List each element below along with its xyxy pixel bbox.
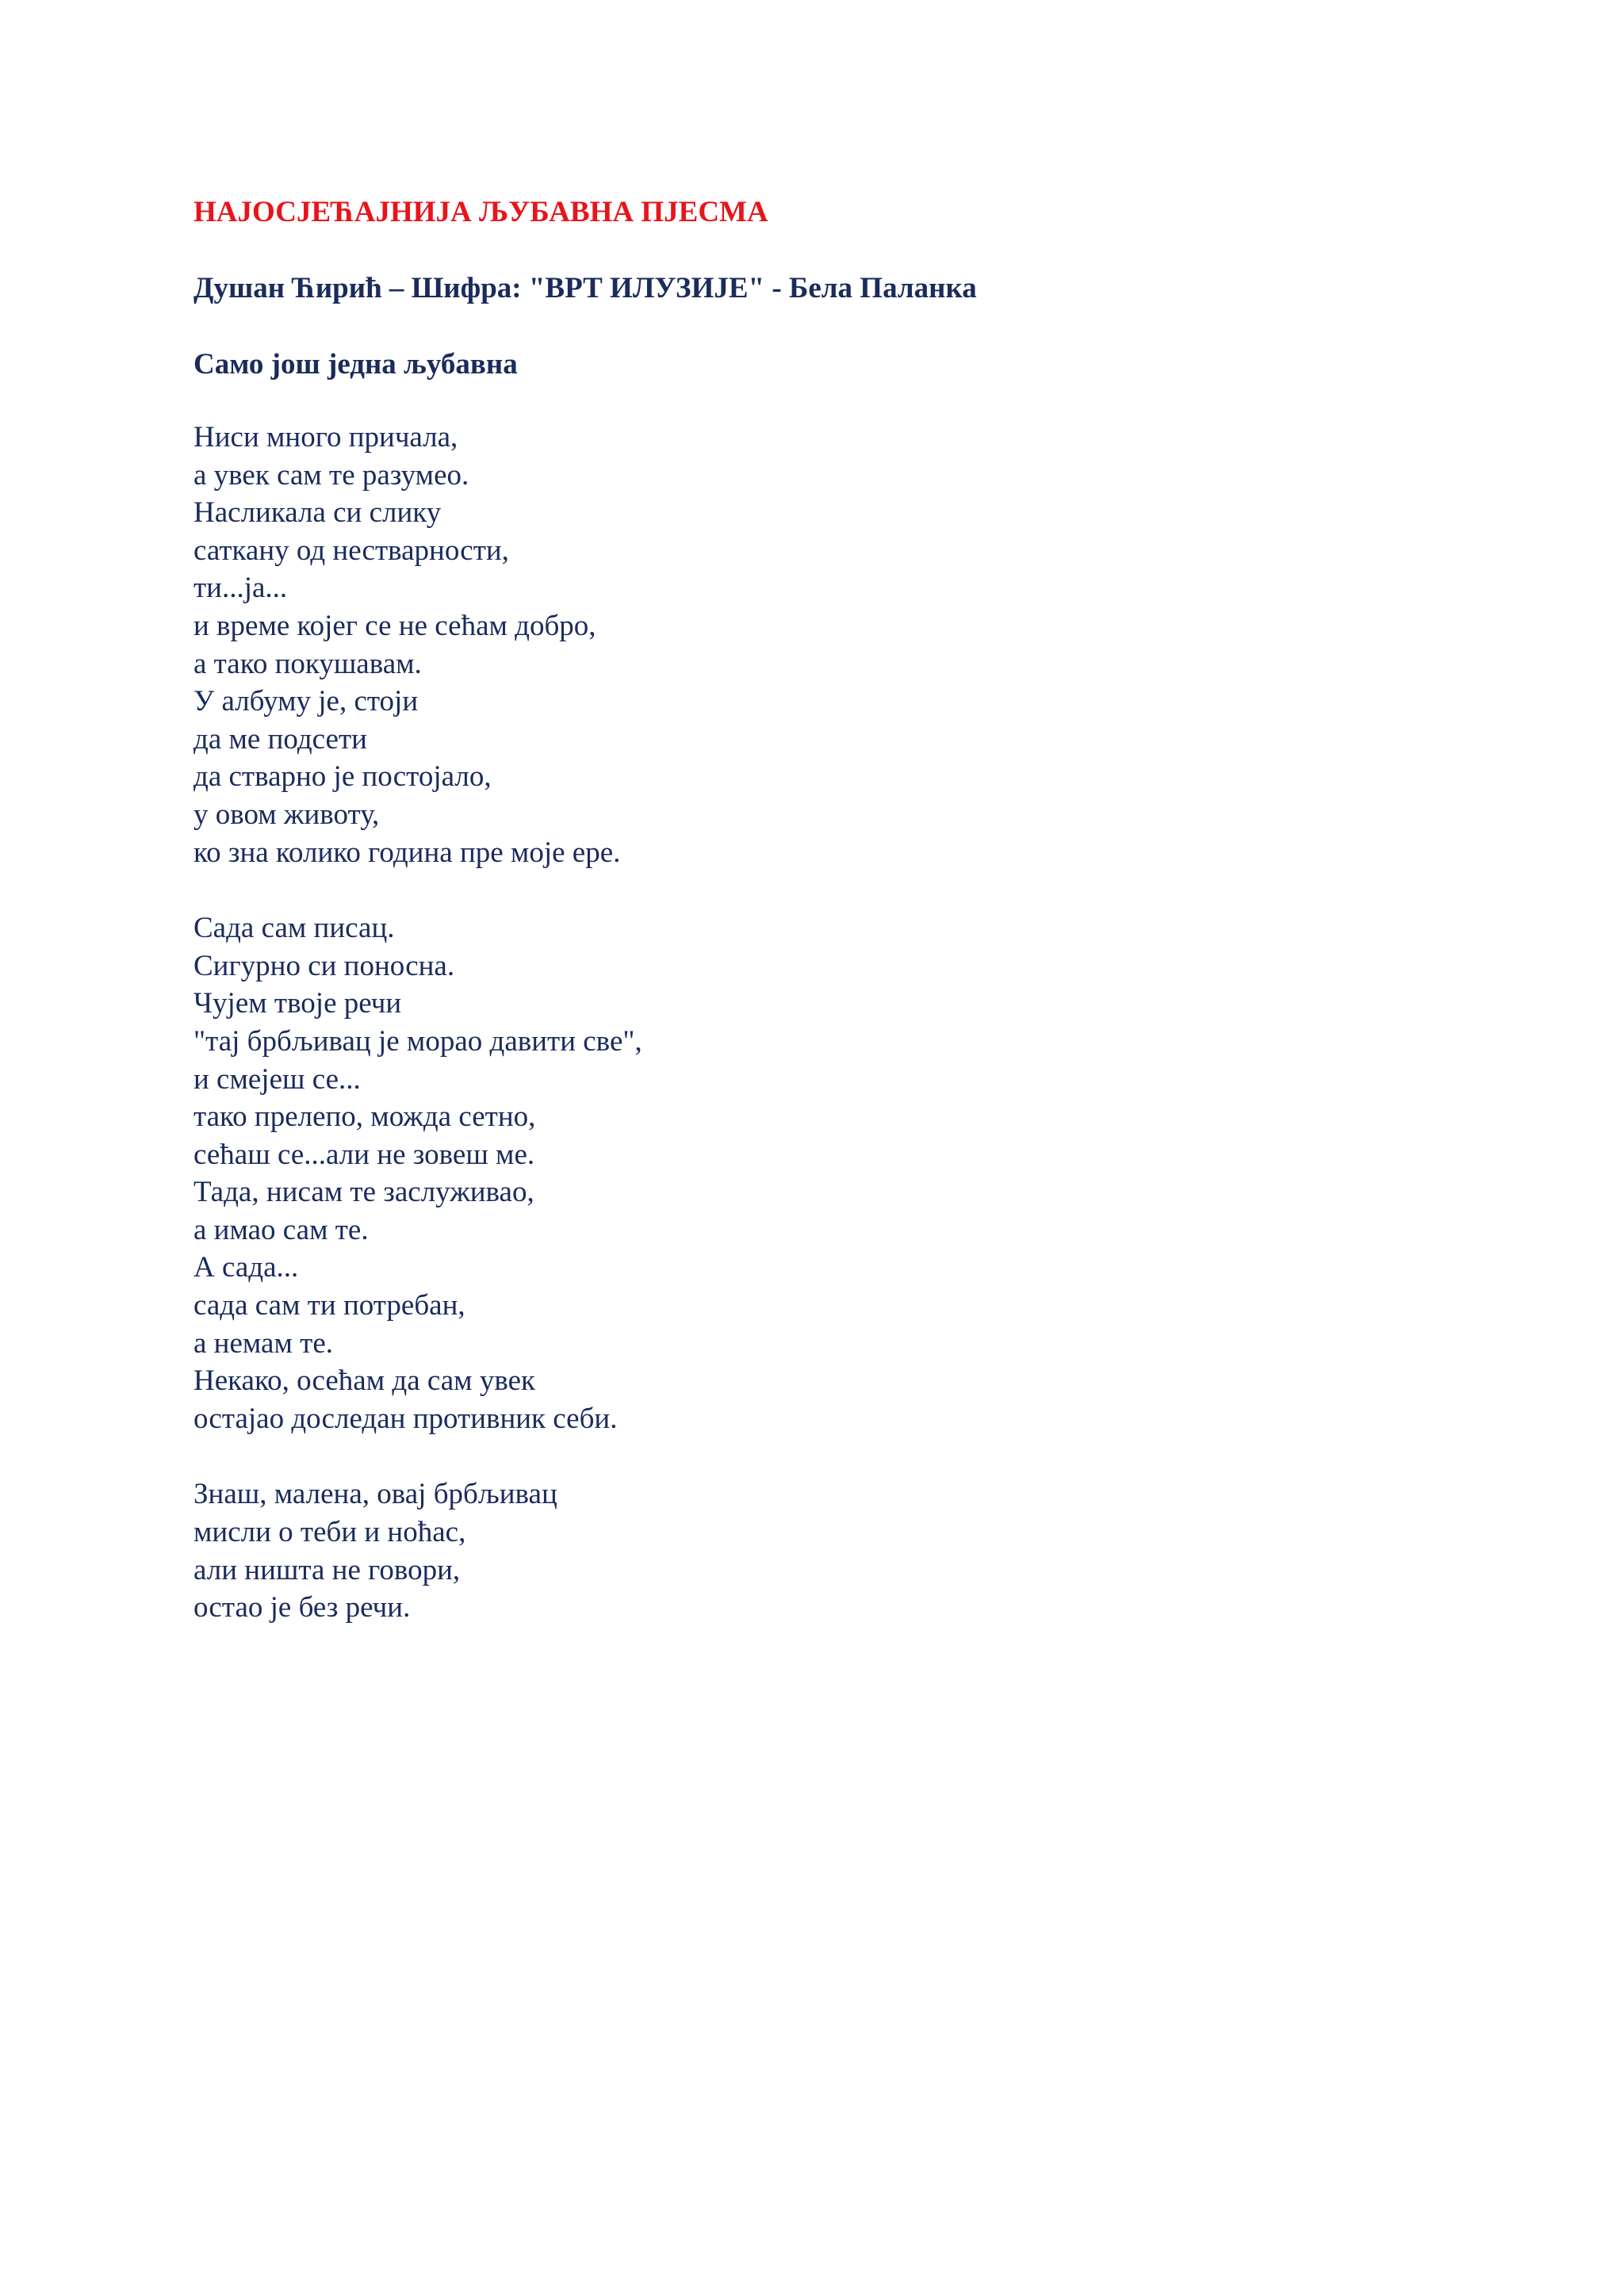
author-line: Душан Ћирић – Шифра: "ВРТ ИЛУЗИЈЕ" - Бела Паланка xyxy=(193,272,977,304)
poem-line: тако прелепо, можда сетно, xyxy=(193,1100,536,1134)
poem-line: и време којег се не сећам добро, xyxy=(193,609,596,642)
poem-line: Тада, нисам те заслуживао, xyxy=(193,1176,534,1209)
poem-line: "тај брбљивац је морао давити све", xyxy=(193,1024,642,1058)
poem-line: и смејеш се... xyxy=(193,1062,361,1096)
poem-line: саткану од нестварности, xyxy=(193,534,509,567)
poem-line: а имао сам те. xyxy=(193,1213,369,1246)
document-title: НАЈОСЈЕЋАЈНИЈА ЉУБАВНА ПЈЕСМА xyxy=(193,196,768,228)
poem-line: сећаш се...али не зовеш ме. xyxy=(193,1138,535,1171)
poem-line: мисли о теби и ноћас, xyxy=(193,1516,466,1549)
poem-line: а немам те. xyxy=(193,1326,333,1360)
poem-line: у овом животу, xyxy=(193,798,380,831)
poem-line: а увек сам те разумео. xyxy=(193,458,469,492)
poem-line: А сада... xyxy=(193,1251,299,1284)
poem-line: Насликала си слику xyxy=(193,496,442,530)
poem-line: али ништа не говори, xyxy=(193,1553,461,1586)
stanza-2 xyxy=(193,909,1462,1437)
poem-line: ти...ја... xyxy=(193,572,288,605)
poem-line: остао је без речи. xyxy=(193,1591,411,1624)
stanza-3 xyxy=(193,1475,1462,1626)
poem-line: Сигурно си поносна. xyxy=(193,949,455,982)
poem-line: а тако покушавам. xyxy=(193,647,422,680)
poem-line: Чујем твоје речи xyxy=(193,987,402,1020)
poem-line: да стварно је постојало, xyxy=(193,760,492,794)
poem-line: Ниси много причала, xyxy=(193,421,458,453)
poem-line: Некако, осећам да сам увек xyxy=(193,1364,535,1398)
poem-line: да ме подсети xyxy=(193,722,367,756)
poem-line: остајао доследан противник себи. xyxy=(193,1402,618,1435)
document-content xyxy=(193,190,1462,1665)
poem-title: Само још једна љубавна xyxy=(193,348,518,381)
poem-line: ко зна колико година пре моје ере. xyxy=(193,836,621,869)
poem-line: Сада сам писац. xyxy=(193,912,395,945)
stanza-1 xyxy=(193,419,1462,871)
poem-line: Знаш, малена, овај брбљивац xyxy=(193,1478,557,1511)
poem-line: У албуму је, стоји xyxy=(193,685,419,718)
poem-line: сада сам ти потребан, xyxy=(193,1289,465,1322)
